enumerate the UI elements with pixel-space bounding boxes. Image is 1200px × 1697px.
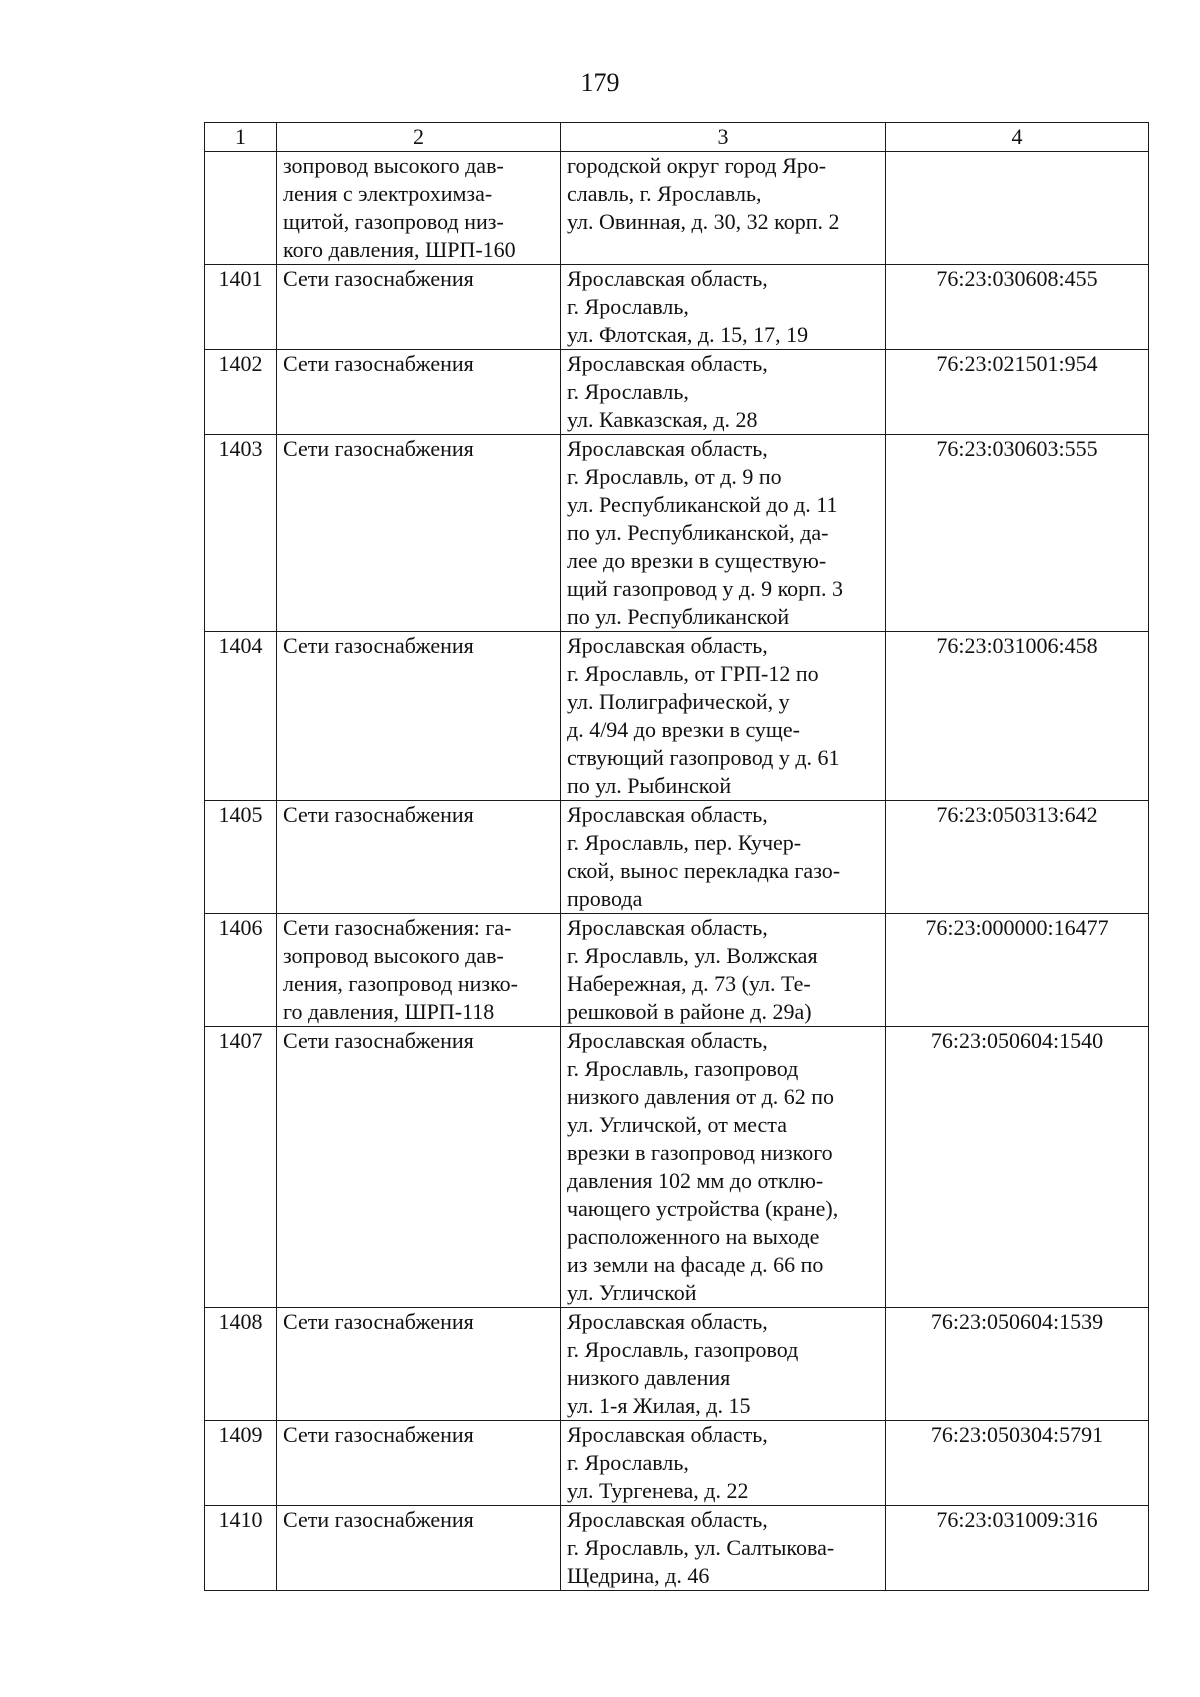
row-number: 1405 [205,801,277,914]
row-number: 1403 [205,435,277,632]
object-address-line: Ярославская область, [567,1422,768,1447]
object-name [277,1421,561,1506]
row-number: 1402 [205,350,277,435]
object-address [561,632,886,801]
column-number-4: 4 [886,123,1149,152]
object-address-line: г. Ярославль, [567,1450,689,1475]
object-name [277,152,561,265]
object-name-line: Сети газоснабжения [283,1028,474,1053]
object-address [561,435,886,632]
cadastral-number: 76:23:000000:16477 [886,914,1149,1027]
object-address-line: славль, г. Ярославль, [567,181,762,206]
object-address-line: ул. Кавказская, д. 28 [567,407,758,432]
object-address [561,152,886,265]
object-address-line: чающего устройства (кране), [567,1196,839,1221]
object-address-line: провода [567,886,643,911]
register-table [204,122,1149,1591]
object-name [277,632,561,801]
row-number: 1401 [205,265,277,350]
object-address-line: г. Ярославль, газопровод [567,1337,799,1362]
table-row [205,350,1149,435]
register-table-body [205,123,1149,1591]
object-address-line: Набережная, д. 73 (ул. Те- [567,971,811,996]
object-address [561,914,886,1027]
object-address-line: г. Ярославль, [567,294,689,319]
object-address-line: врезки в газопровод низкого [567,1140,833,1165]
object-address-line: ской, вынос перекладка газо- [567,858,841,883]
object-name-line: Сети газоснабжения: га- [283,915,512,940]
cadastral-number: 76:23:021501:954 [886,350,1149,435]
object-name-line: го давления, ШРП-118 [283,999,495,1024]
object-name-line: Сети газоснабжения [283,351,474,376]
object-name-line: Сети газоснабжения [283,1507,474,1532]
table-row [205,1308,1149,1421]
object-address-line: Ярославская область, [567,1507,768,1532]
object-name-line: Сети газоснабжения [283,266,474,291]
object-address-line: из земли на фасаде д. 66 по [567,1252,824,1277]
object-name [277,350,561,435]
object-address-line: г. Ярославль, [567,379,689,404]
cadastral-number: 76:23:030608:455 [886,265,1149,350]
object-name-line: зопровод высокого дав- [283,153,504,178]
object-address-line: по ул. Республиканской [567,604,790,629]
object-address-line: лее до врезки в существую- [567,548,827,573]
cadastral-number: 76:23:031006:458 [886,632,1149,801]
table-row [205,435,1149,632]
object-name-line: зопровод высокого дав- [283,943,504,968]
object-address-line: щий газопровод у д. 9 корп. 3 [567,576,843,601]
object-address-line: Ярославская область, [567,633,768,658]
cadastral-number: 76:23:050604:1539 [886,1308,1149,1421]
object-address [561,1506,886,1591]
object-address-line: г. Ярославль, ул. Салтыкова- [567,1535,835,1560]
object-address-line: Ярославская область, [567,351,768,376]
cadastral-number: 76:23:031009:316 [886,1506,1149,1591]
cadastral-number: 76:23:050304:5791 [886,1421,1149,1506]
row-number: 1410 [205,1506,277,1591]
object-address-line: низкого давления от д. 62 по [567,1084,835,1109]
object-name [277,914,561,1027]
object-address-line: д. 4/94 до врезки в суще- [567,717,800,742]
object-address [561,350,886,435]
table-row [205,914,1149,1027]
column-number-3: 3 [561,123,886,152]
object-name-line: Сети газоснабжения [283,633,474,658]
table-row [205,632,1149,801]
object-address-line: ул. Тургенева, д. 22 [567,1478,749,1503]
object-address-line: г. Ярославль, газопровод [567,1056,799,1081]
object-address-line: ул. Республиканской до д. 11 [567,492,838,517]
row-number: 1404 [205,632,277,801]
column-number-2: 2 [277,123,561,152]
object-address-line: по ул. Рыбинской [567,773,732,798]
object-address-line: Ярославская область, [567,436,768,461]
table-row [205,265,1149,350]
object-name-line: кого давления, ШРП-160 [283,237,516,262]
object-address-line: ул. Полиграфической, у [567,689,790,714]
object-address [561,1421,886,1506]
object-name [277,265,561,350]
object-address-line: Щедрина, д. 46 [567,1563,710,1588]
row-number: 1408 [205,1308,277,1421]
row-number [205,152,277,265]
object-address-line: Ярославская область, [567,1028,768,1053]
object-address-line: по ул. Республиканской, да- [567,520,829,545]
object-name [277,1506,561,1591]
object-address [561,1027,886,1308]
object-address-line: ствующий газопровод у д. 61 [567,745,840,770]
object-name [277,435,561,632]
table-row [205,1027,1149,1308]
cadastral-number [886,152,1149,265]
object-address-line: ул. Овинная, д. 30, 32 корп. 2 [567,209,840,234]
row-number: 1409 [205,1421,277,1506]
object-address [561,265,886,350]
object-address-line: ул. 1-я Жилая, д. 15 [567,1393,751,1418]
object-address-line: решковой в районе д. 29а) [567,999,812,1024]
row-number: 1406 [205,914,277,1027]
object-address-line: ул. Угличской [567,1280,697,1305]
object-address [561,801,886,914]
object-address-line: г. Ярославль, ул. Волжская [567,943,818,968]
column-number-1: 1 [205,123,277,152]
object-name-line: Сети газоснабжения [283,1309,474,1334]
object-address-line: Ярославская область, [567,1309,768,1334]
object-address-line: Ярославская область, [567,915,768,940]
cadastral-number: 76:23:030603:555 [886,435,1149,632]
object-address-line: г. Ярославль, от д. 9 по [567,464,782,489]
row-number: 1407 [205,1027,277,1308]
object-address-line: ул. Флотская, д. 15, 17, 19 [567,322,809,347]
table-row [205,801,1149,914]
object-name [277,801,561,914]
object-name-line: Сети газоснабжения [283,1422,474,1447]
object-address-line: низкого давления [567,1365,731,1390]
page-number: 179 [580,68,620,97]
object-address-line: расположенного на выходе [567,1224,820,1249]
object-name [277,1027,561,1308]
table-row [205,1421,1149,1506]
object-address [561,1308,886,1421]
object-name-line: ления, газопровод низко- [283,971,518,996]
object-address-line: г. Ярославль, пер. Кучер- [567,830,802,855]
object-name-line: Сети газоснабжения [283,802,474,827]
object-address-line: городской округ город Яро- [567,153,827,178]
cadastral-number: 76:23:050604:1540 [886,1027,1149,1308]
object-name-line: щитой, газопровод низ- [283,209,504,234]
object-address-line: Ярославская область, [567,802,768,827]
object-address-line: ул. Угличской, от места [567,1112,787,1137]
column-number-row [205,123,1149,152]
table-row [205,1506,1149,1591]
object-address-line: Ярославская область, [567,266,768,291]
cadastral-number: 76:23:050313:642 [886,801,1149,914]
object-name-line: ления с электрохимза- [283,181,493,206]
object-address-line: г. Ярославль, от ГРП-12 по [567,661,819,686]
table-row [205,152,1149,265]
object-name-line: Сети газоснабжения [283,436,474,461]
object-name [277,1308,561,1421]
object-address-line: давления 102 мм до отклю- [567,1168,824,1193]
